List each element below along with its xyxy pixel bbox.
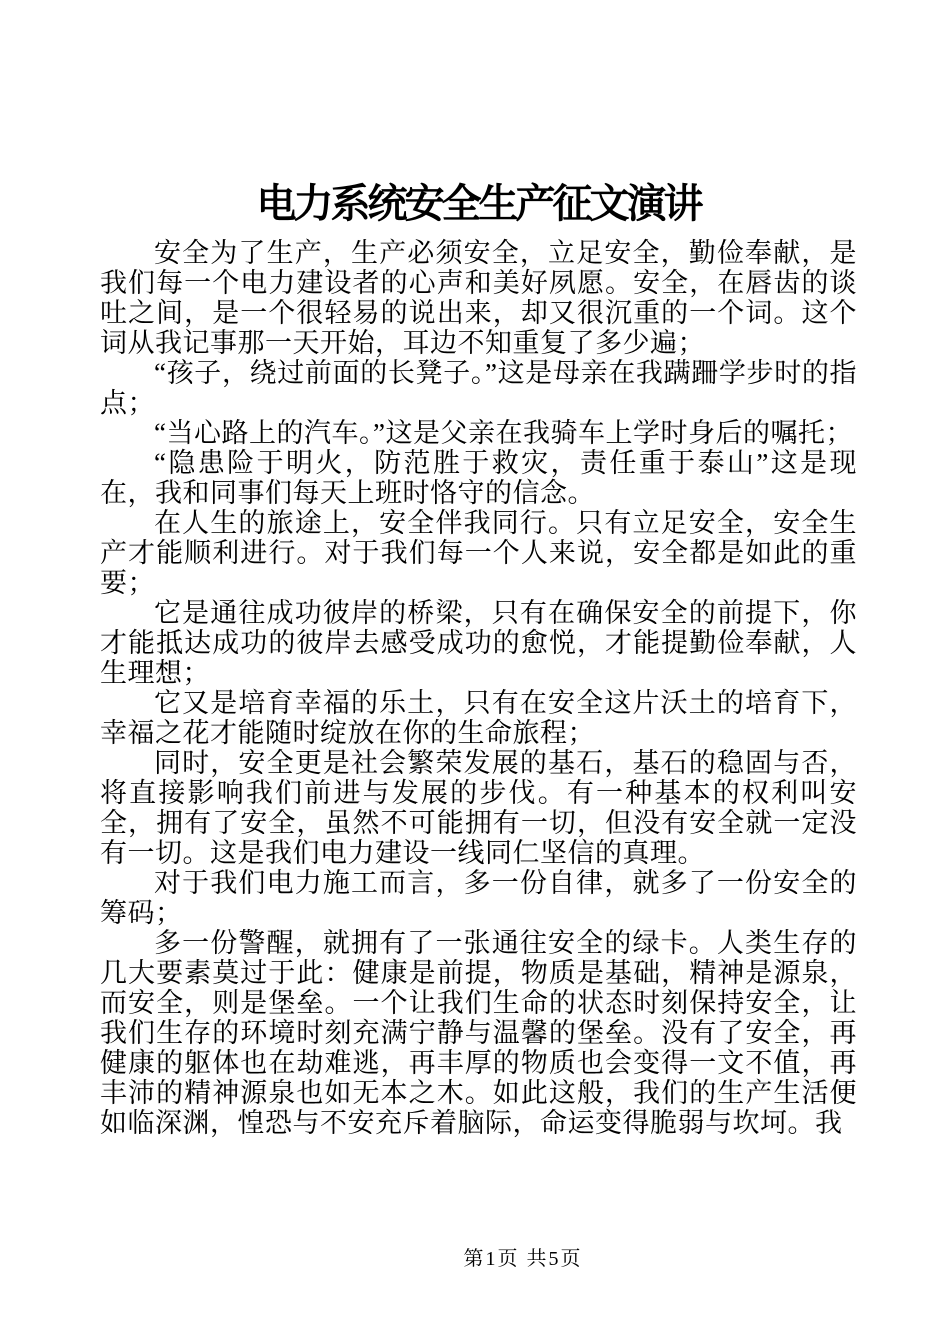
paragraph: 同时，安全更是社会繁荣发展的基石，基石的稳固与否，将直接影响我们前进与发展的步伐。有一种基本的权利叫安全，拥有了安全，虽然不可能拥有一切，但没有安全就一定没有一切。这是我们电力建设一线同仁坚信的真理。 — [100, 748, 857, 868]
paragraph: “孩子，绕过前面的长凳子。”这是母亲在我蹒跚学步时的指点； — [100, 358, 857, 418]
paragraph: 在人生的旅途上，安全伴我同行。只有立足安全，安全生产才能顺利进行。对于我们每一个人来说，安全都是如此的重要； — [100, 508, 857, 598]
page-footer — [48, 1242, 950, 1271]
paragraph: “当心路上的汽车。”这是父亲在我骑车上学时身后的嘱托； — [154, 418, 853, 448]
paragraph: “隐患险于明火，防范胜于救灾，责任重于泰山”这是现在，我和同事们每天上班时恪守的信念。 — [100, 448, 857, 508]
paragraph: 安全为了生产，生产必须安全，立足安全，勤俭奉献，是我们每一个电力建设者的心声和美好夙愿。安全，在唇齿的谈吐之间，是一个很轻易的说出来，却又很沉重的一个词。这个词从我记事那一天开始，耳边不知重复了多少遍； — [100, 238, 857, 358]
page-number-label: 第1页 共5页 — [463, 1248, 583, 1270]
paragraph: 多一份警醒，就拥有了一张通往安全的绿卡。人类生存的几大要素莫过于此：健康是前提，物质是基础，精神是源泉，而安全，则是堡垒。一个让我们生命的状态时刻保持安全，让我们生存的环境时刻充满宁静与温馨的堡垒。没有了安全，再健康的躯体也在劫难逃，再丰厚的物质也会变得一文不值，再丰沛的精神源泉也如无本之木。如此这般，我们的生产生活便如临深渊，惶恐与不安充斥着脑际，命运变得脆弱与坎坷。我 — [100, 928, 857, 1138]
paragraph: 它又是培育幸福的乐土，只有在安全这片沃土的培育下，幸福之花才能随时绽放在你的生命旅程； — [100, 688, 857, 748]
document-body — [100, 238, 857, 1138]
document-title: 电力系统安全生产征文演讲 — [256, 181, 701, 226]
paragraph: 对于我们电力施工而言，多一份自律，就多了一份安全的筹码； — [100, 868, 857, 928]
paragraph: 它是通往成功彼岸的桥梁，只有在确保安全的前提下，你才能抵达成功的彼岸去感受成功的愈悦，才能提勤俭奉献，人生理想； — [100, 598, 857, 688]
